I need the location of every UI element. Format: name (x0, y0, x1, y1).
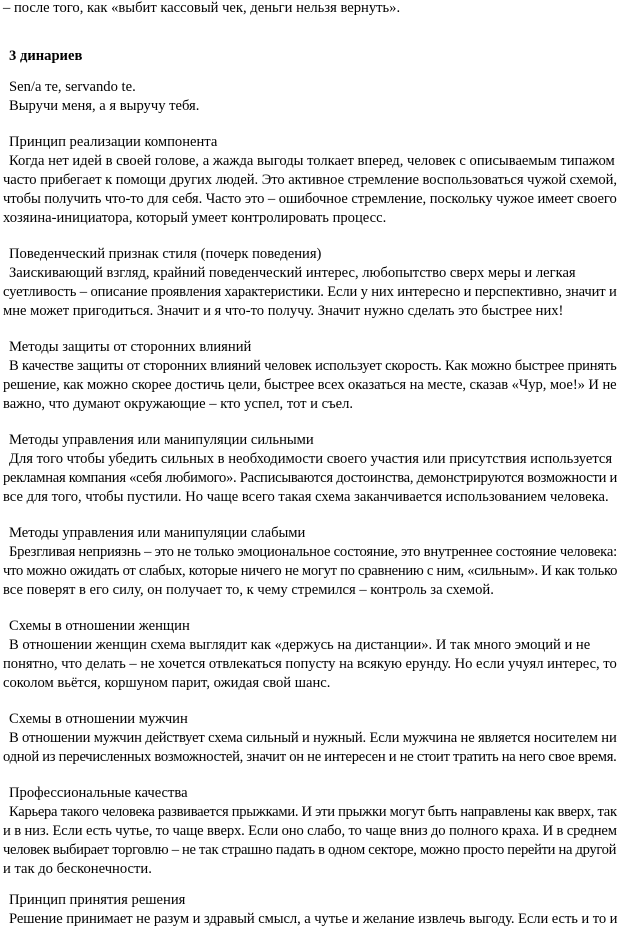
paragraph-line: В качестве защиты от сторонних влияний человек использует скорость. Как можно быстрее принять (9, 358, 617, 374)
paragraph-line: важно, что думают окружающие – кто успел, тот и съел. (3, 396, 354, 412)
paragraph-line: чтобы получить что-то для себя. Часто это – ошибочное стремление, поскольку чужое имеет своего (3, 191, 617, 207)
paragraph-line: Для того чтобы убедить сильных в необходимости своего участия или присутствия используется (9, 451, 613, 467)
section-heading: Принцип принятия решения (9, 892, 186, 908)
section-heading: Схемы в отношении женщин (9, 618, 190, 634)
paragraph-line: решение, как можно скорее достичь цели, быстрее всех оказаться на месте, сказав «Чур, мое!» И не (3, 377, 617, 393)
paragraph-line: что можно ожидать от слабых, которые ничего не могут по сравнению с ним, «сильным». И как только (3, 563, 618, 579)
section-heading: Методы управления или манипуляции сильными (9, 432, 314, 448)
paragraph-line: и в низ. Если есть чутье, то чаще вверх. Если оно слабо, то чаще вниз до полного краха. И в среднем (3, 823, 617, 839)
paragraph-line: рекламная компания «себя любимого». Расписываются достоинства, демонстрируются возможности и (3, 470, 618, 486)
section-heading: Схемы в отношении мужчин (9, 711, 188, 727)
paragraph-line: Карьера такого человека развивается прыжками. И эти прыжки могут быть направлены как вверх, так (9, 804, 617, 820)
paragraph-line: хозяина-инициатора, который умеет контролировать процесс. (3, 210, 387, 226)
chapter-title: 3 динариев (9, 48, 83, 64)
paragraph-line: все для того, чтобы пустили. Но чаще всего такая схема заканчивается использованием человека. (3, 489, 609, 505)
paragraph-line: В отношении женщин схема выглядит как «держусь на дистанции». И так много эмоций и не (9, 637, 591, 653)
paragraph-line: мне может пригодиться. Значит и я что-то получу. Значит нужно сделать это быстрее них! (3, 303, 564, 319)
section-heading: Методы защиты от сторонних влияний (9, 339, 252, 355)
section-heading: Методы управления или манипуляции слабыми (9, 525, 306, 541)
paragraph-line: Брезгливая неприязнь – это не только эмоциональное состояние, это внутреннее состояние человека: (9, 544, 617, 560)
epigraph-latin: Sen/a те, servando te. (9, 79, 136, 95)
paragraph-line: В отношении мужчин действует схема сильный и нужный. Если мужчина не является носителем ни (9, 730, 617, 746)
intro-line: – после того, как «выбит кассовый чек, деньги нельзя вернуть». (3, 0, 401, 16)
paragraph-line: Решение принимает не разум и здравый смысл, а чутье и желание извлечь выгоду. Если есть и то и (9, 911, 618, 927)
epigraph-translation: Выручи меня, а я выручу тебя. (9, 98, 200, 114)
paragraph-line: часто прибегает к помощи других людей. Это активное стремление воспользоваться чужой схемой, (3, 172, 617, 188)
paragraph-line: одной из перечисленных возможностей, значит он не интересен и не стоит тратить на него свое время. (3, 749, 617, 765)
paragraph-line: все поверят в его силу, он получает то, к чему стремился – контроль за схемой. (3, 582, 494, 598)
section-heading: Принцип реализации компонента (9, 134, 218, 150)
section-heading: Профессиональные качества (9, 785, 188, 801)
paragraph-line: соколом вьётся, коршуном парит, ожидая свой шанс. (3, 675, 331, 691)
paragraph-line: и так до бесконечности. (3, 861, 152, 877)
paragraph-line: понятно, что делать – не хочется отвлекаться попусту на всякую ерунду. Но если учуял интерес, то (3, 656, 617, 672)
paragraph-line: Заискивающий взгляд, крайний поведенческий интерес, любопытство сверх меры и легкая (9, 265, 576, 281)
paragraph-line: Когда нет идей в своей голове, а жажда выгоды толкает вперед, человек с описываемым типажом (9, 153, 615, 169)
paragraph-line: человек выбирает торговлю – не так страшно падать в одном секторе, можно просто перейти на другой (3, 842, 617, 858)
paragraph-line: суетливость – описание проявления характеристики. Если у них интересно и перспективно, значит и (3, 284, 617, 300)
section-heading: Поведенческий признак стиля (почерк поведения) (9, 246, 322, 262)
